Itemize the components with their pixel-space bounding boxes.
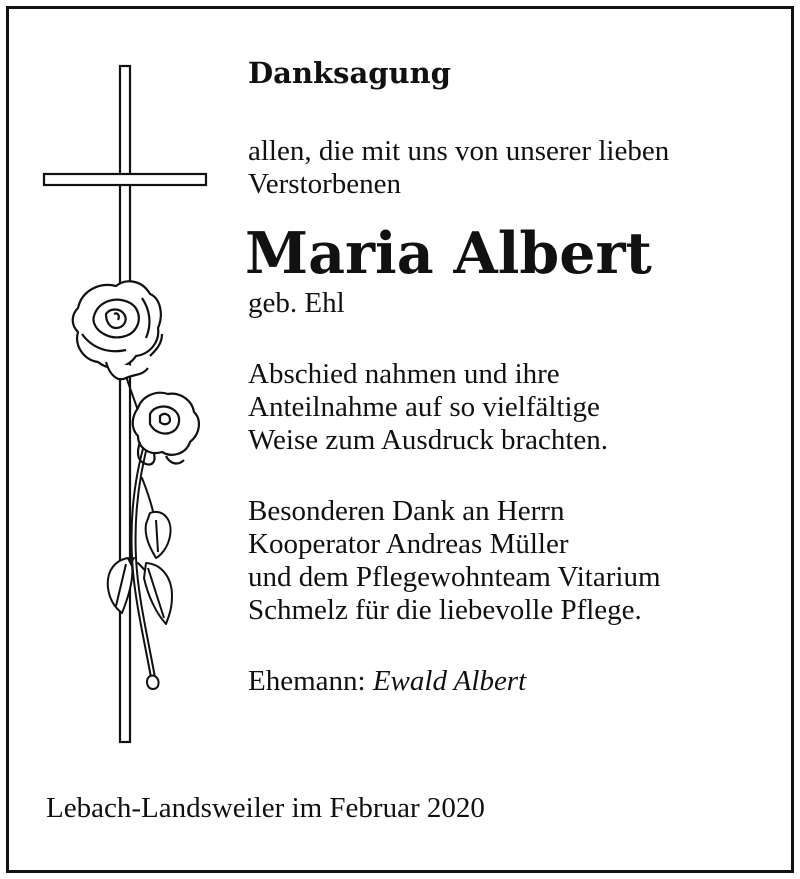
- spouse-label: Ehemann:: [248, 665, 373, 697]
- intro-text: [248, 135, 768, 201]
- place-date: Lebach-Landsweiler im Februar 2020: [46, 792, 485, 824]
- notice-body: [245, 56, 768, 698]
- paragraph-line: Schmelz für die liebevolle Pflege.: [248, 594, 642, 626]
- paragraph-line: Abschied nahmen und ihre: [248, 358, 560, 390]
- upper-rose: [73, 281, 162, 379]
- thanks-paragraph-1: [248, 358, 768, 457]
- cross-with-roses-icon: [38, 58, 218, 748]
- paragraph-line: Anteilnahme auf so vielfältige: [248, 391, 600, 423]
- birth-name: geb. Ehl: [248, 287, 345, 319]
- thanks-paragraph-2: [248, 495, 768, 627]
- cross-horizontal-beam: [44, 174, 206, 185]
- spouse-line: [248, 665, 768, 698]
- notice-heading: Danksagung: [248, 56, 451, 90]
- cross-vertical-beam: [120, 66, 130, 742]
- intro-line: allen, die mit uns von unserer lieben: [248, 135, 670, 167]
- paragraph-line: Weise zum Ausdruck brachten.: [248, 424, 609, 456]
- paragraph-line: Besonderen Dank an Herrn: [248, 495, 565, 527]
- spouse-name: Ewald Albert: [372, 665, 527, 697]
- paragraph-line: Kooperator Andreas Müller: [248, 528, 569, 560]
- deceased-name: Maria Albert: [245, 220, 652, 287]
- paragraph-line: und dem Pflegewohnteam Vitarium: [248, 561, 661, 593]
- intro-line: Verstorbenen: [248, 168, 402, 200]
